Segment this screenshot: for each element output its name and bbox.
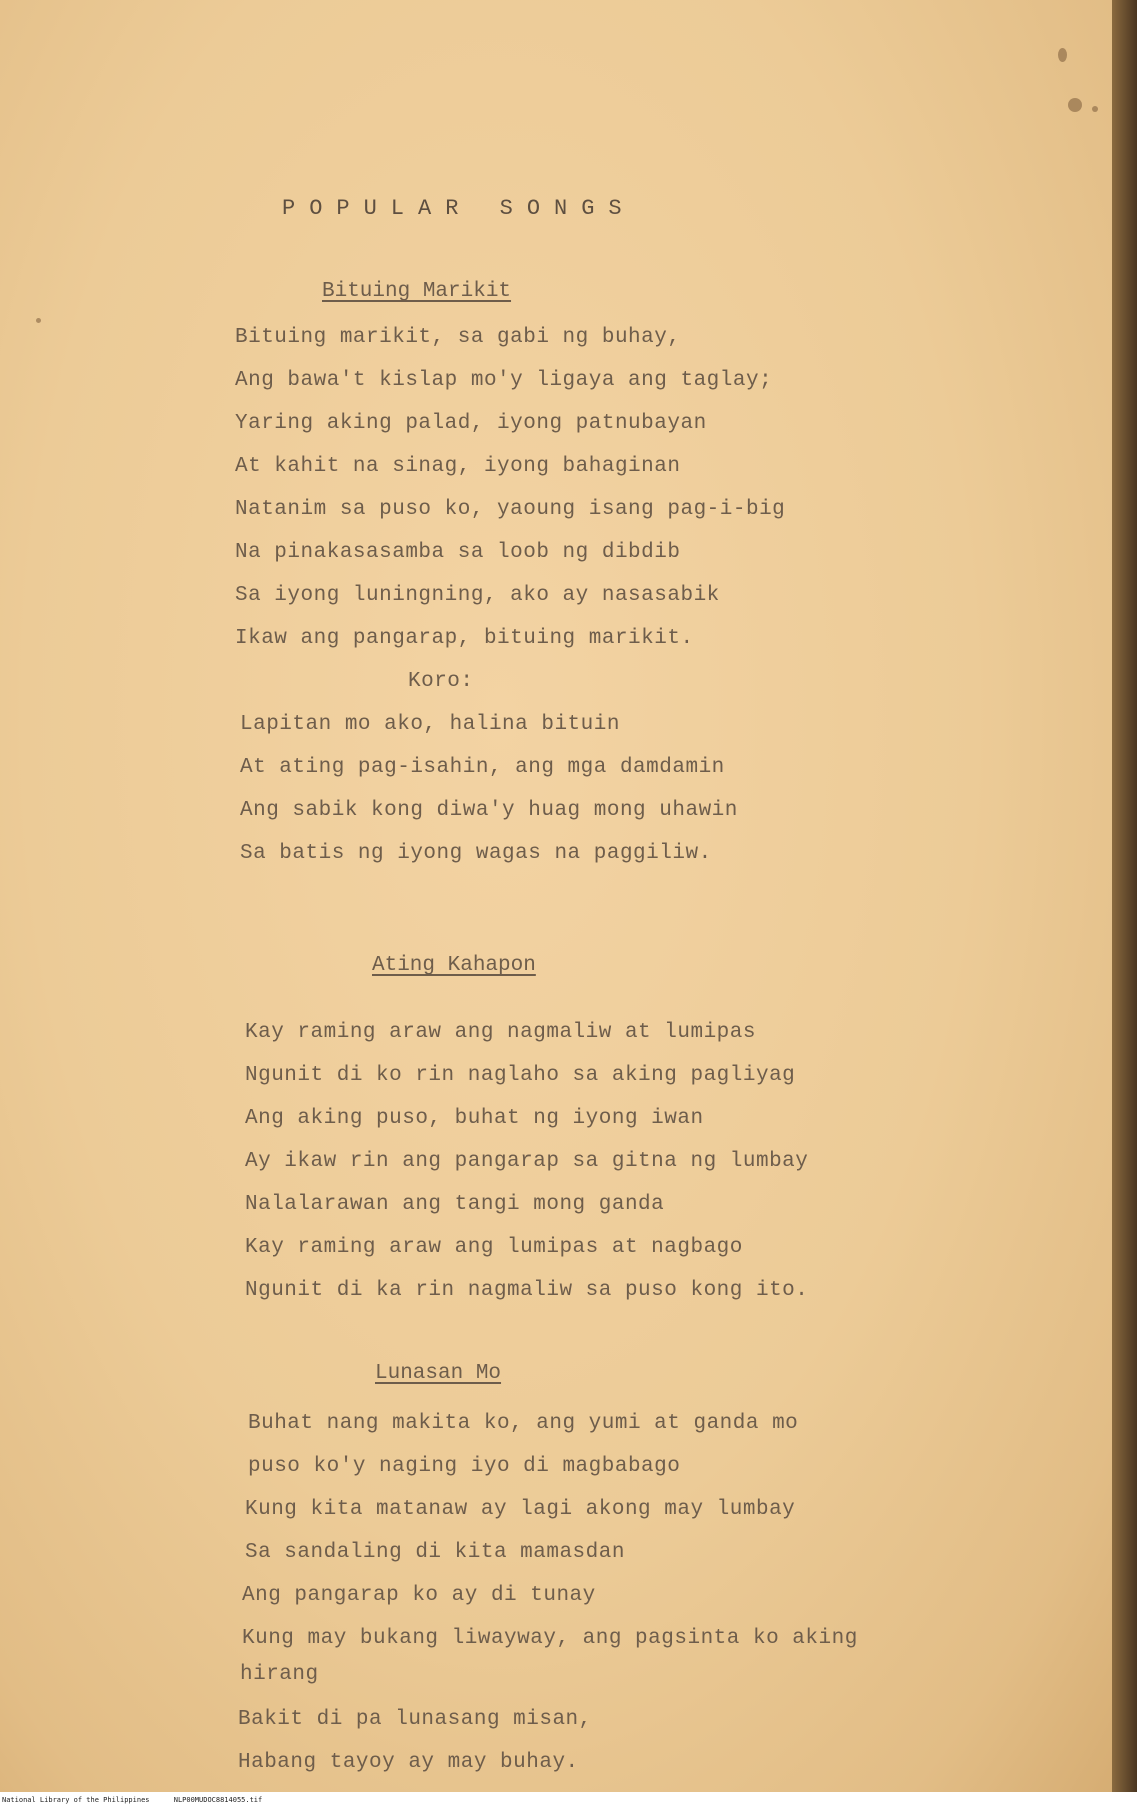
lyric-line: Na pinakasasamba sa loob ng dibdib: [235, 541, 681, 564]
lyric-line: Nalalarawan ang tangi mong ganda: [245, 1193, 665, 1216]
lyric-line: Lapitan mo ako, halina bituin: [240, 713, 620, 736]
song-title: Ating Kahapon: [372, 954, 536, 977]
lyric-line: Buhat nang makita ko, ang yumi at ganda mo: [248, 1412, 799, 1435]
stain-mark: [1068, 98, 1082, 112]
page-heading: POPULAR SONGS: [282, 196, 636, 221]
lyric-line: Bituing marikit, sa gabi ng buhay,: [235, 326, 681, 349]
song-title: Bituing Marikit: [322, 280, 512, 303]
lyric-line: Ikaw ang pangarap, bituing marikit.: [235, 627, 694, 650]
lyric-line: Kay raming araw ang nagmaliw at lumipas: [245, 1021, 756, 1044]
lyric-line: Ang aking puso, buhat ng iyong iwan: [245, 1107, 704, 1130]
page-edge-shadow: [1112, 0, 1137, 1792]
lyric-line: Ngunit di ko rin naglaho sa aking pagliyag: [245, 1064, 796, 1087]
lyric-line: Habang tayoy ay may buhay.: [238, 1751, 579, 1774]
footer-file: NLP00MUDOC8814055.tif: [173, 1796, 263, 1804]
footer-library: National Library of the Philippines: [2, 1796, 150, 1804]
lyric-line: Sa sandaling di kita mamasdan: [245, 1541, 625, 1564]
lyric-line: Sa iyong luningning, ako ay nasasabik: [235, 584, 720, 607]
lyric-line: At kahit na sinag, iyong bahaginan: [235, 455, 681, 478]
lyric-line: Bakit di pa lunasang misan,: [238, 1708, 592, 1731]
lyric-line: Ay ikaw rin ang pangarap sa gitna ng lumbay: [245, 1150, 809, 1173]
lyric-line: Ang bawa't kislap mo'y ligaya ang taglay;: [235, 369, 773, 392]
stain-mark: [36, 318, 41, 323]
lyric-line: Natanim sa puso ko, yaoung isang pag-i-big: [235, 498, 786, 521]
song-title: Lunasan Mo: [375, 1362, 502, 1385]
scan-footer: [0, 1792, 1137, 1808]
lyric-line: Kay raming araw ang lumipas at nagbago: [245, 1236, 743, 1259]
lyric-line: puso ko'y naging iyo di magbabago: [248, 1455, 681, 1478]
lyric-line: Ang pangarap ko ay di tunay: [242, 1584, 596, 1607]
lyric-line: Kung may bukang liwayway, ang pagsinta ko aking: [242, 1627, 858, 1650]
lyric-line: hirang: [240, 1663, 319, 1686]
lyric-line: Ang sabik kong diwa'y huag mong uhawin: [240, 799, 738, 822]
chorus-label: Koro:: [408, 670, 474, 693]
stain-mark: [1058, 48, 1067, 62]
stain-mark: [1092, 106, 1098, 112]
lyric-line: Yaring aking palad, iyong patnubayan: [235, 412, 707, 435]
lyric-line: Kung kita matanaw ay lagi akong may lumbay: [245, 1498, 796, 1521]
lyric-line: Ngunit di ka rin nagmaliw sa puso kong ito.: [245, 1279, 809, 1302]
lyric-line: At ating pag-isahin, ang mga damdamin: [240, 756, 725, 779]
lyric-line: Sa batis ng iyong wagas na paggiliw.: [240, 842, 712, 865]
